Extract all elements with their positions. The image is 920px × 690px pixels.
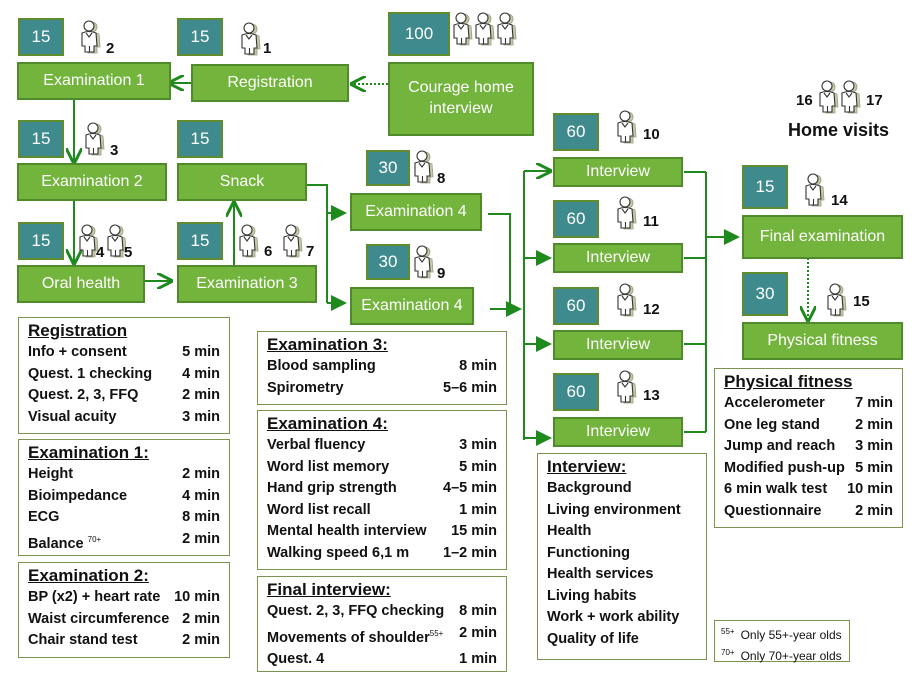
staff-number: 13: [643, 387, 660, 404]
panel-examination-1: [18, 439, 230, 556]
duration-value: 60: [566, 296, 586, 315]
duration-badge-registration: [177, 18, 223, 56]
step-label: Interview: [585, 422, 651, 440]
step-label: Examination 4: [361, 296, 463, 314]
duration-badge-interview1: [553, 113, 599, 151]
step-label: Examination 4: [365, 202, 467, 220]
panel-row: [267, 623, 497, 649]
step-label: Physical fitness: [767, 331, 878, 349]
duration-value: 15: [755, 177, 775, 196]
duration-badge-courage: [388, 12, 450, 56]
step-final-examination[interactable]: [742, 215, 903, 259]
panel-row: [28, 609, 220, 631]
duration-badge-interview2: [553, 200, 599, 238]
row-time: 7 min: [855, 395, 893, 411]
row-time: 5–6 min: [443, 379, 497, 396]
row-label: Jump and reach: [724, 438, 836, 454]
row-label: Quest. 1 checking: [28, 365, 153, 382]
staff-number: 1: [263, 40, 272, 57]
panel-registration: [18, 317, 230, 434]
panel-row: [28, 486, 220, 508]
row-time: 4 min: [182, 365, 220, 382]
panel-row: [267, 378, 497, 400]
panel-title: Examination 2:: [28, 566, 149, 585]
staff-person-icon: [474, 12, 496, 46]
row-label: Visual acuity: [28, 408, 117, 425]
age-note: 70+: [87, 534, 102, 544]
staff-person-icon: [616, 370, 638, 404]
staff-person-icon: [452, 12, 474, 46]
staff-person-icon: [616, 283, 638, 317]
step-examination-4a[interactable]: [350, 193, 482, 231]
step-label: Examination 1: [43, 71, 145, 89]
row-time: 1–2 min: [443, 544, 497, 561]
panel-item: Quality of life: [547, 630, 639, 647]
row-label: Mental health interview: [267, 523, 427, 539]
staff-person-icon: [826, 283, 848, 317]
staff-number: 2: [106, 40, 115, 57]
panel-row: [267, 457, 497, 479]
duration-value: 60: [566, 382, 586, 401]
home-visits-label: Home visits: [788, 120, 890, 140]
step-label: Oral health: [41, 274, 121, 292]
row-label: Spirometry: [267, 379, 344, 396]
legend-item: [721, 623, 843, 644]
panel-row: [28, 587, 220, 609]
row-label: Quest. 2, 3, FFQ: [28, 387, 139, 403]
staff-person-icon: [413, 150, 435, 184]
staff-person-icon: [84, 122, 106, 156]
panel-title: Physical fitness: [724, 372, 853, 391]
row-label: Movements of shoulder: [267, 629, 430, 646]
staff-person-icon: [616, 110, 638, 144]
row-label: Word list recall: [267, 501, 371, 518]
step-label: Registration: [227, 73, 313, 91]
step-label: Snack: [219, 172, 265, 190]
panel-row: [724, 458, 893, 480]
panel-title: Interview:: [547, 457, 627, 476]
duration-value: 30: [755, 284, 775, 303]
staff-person-icon: [840, 80, 862, 114]
row-label: Height: [28, 466, 74, 482]
staff-number: 9: [437, 265, 446, 282]
duration-badge-exam4a: [366, 150, 410, 186]
duration-badge-exam4b: [366, 244, 410, 280]
row-label: Verbal fluency: [267, 437, 366, 453]
duration-value: 15: [190, 231, 210, 250]
panel-row: [724, 436, 893, 458]
panel-item: Living habits: [547, 587, 637, 604]
panel-row: [724, 479, 893, 501]
row-time: 2 min: [855, 416, 893, 433]
row-time: 8 min: [459, 358, 497, 374]
staff-number: 8: [437, 170, 446, 187]
step-label: Courage home interview: [408, 79, 514, 117]
row-time: 3 min: [459, 437, 497, 453]
row-time: 3 min: [182, 408, 220, 425]
panel-row: [28, 464, 220, 486]
step-examination-4b[interactable]: [350, 287, 474, 325]
panel-title: Examination 3:: [267, 335, 388, 354]
staff-person-icon: [616, 196, 638, 230]
duration-value: 15: [31, 27, 51, 46]
staff-number: 4: [96, 244, 105, 261]
row-label: Questionnaire: [724, 502, 822, 519]
staff-number: 11: [643, 213, 659, 230]
panel-row: [28, 385, 220, 407]
panel-title: Examination 1:: [28, 443, 149, 462]
duration-badge-oral: [18, 222, 64, 260]
step-interview-2[interactable]: [553, 243, 683, 273]
panel-item: Background: [547, 480, 632, 496]
row-time: 5 min: [459, 458, 497, 475]
step-courage-home-interview[interactable]: [388, 62, 534, 136]
row-label: ECG: [28, 509, 60, 525]
row-label: Waist circumference: [28, 610, 170, 627]
step-label: Interview: [585, 335, 651, 353]
panel-row: [267, 478, 497, 500]
staff-number: 15: [853, 293, 870, 310]
panel-row: [724, 415, 893, 437]
duration-value: 15: [190, 129, 210, 148]
legend-sup: 70+: [721, 648, 735, 657]
row-time: 8 min: [459, 603, 497, 619]
panel-row: [267, 435, 497, 457]
panel-title: Registration: [28, 321, 128, 340]
legend-text: Only 55+-year olds: [740, 628, 842, 642]
staff-person-icon: [496, 12, 518, 46]
row-time: 2 min: [182, 632, 220, 648]
duration-value: 15: [31, 231, 51, 250]
panel-item: Health services: [547, 566, 654, 582]
row-label: Accelerometer: [724, 395, 825, 411]
legend-item: [721, 644, 843, 665]
row-time: 2 min: [182, 530, 220, 547]
row-label: Info + consent: [28, 344, 127, 360]
row-time: 3 min: [855, 438, 893, 454]
row-time: 1 min: [459, 650, 497, 667]
panel-final-interview: [257, 576, 507, 672]
panel-row: [267, 500, 497, 522]
legend-text: Only 70+-year olds: [740, 649, 842, 663]
duration-badge-physical: [742, 272, 788, 316]
staff-number: 17: [866, 92, 883, 109]
step-label: Final examination: [759, 227, 886, 245]
row-label: Walking speed 6,1 m: [267, 544, 410, 561]
step-physical-fitness[interactable]: [742, 322, 903, 360]
row-label: Modified push-up: [724, 459, 845, 476]
step-snack[interactable]: [177, 163, 307, 201]
duration-badge-exam3: [177, 222, 223, 260]
step-registration[interactable]: [191, 64, 349, 102]
duration-value: 30: [378, 158, 398, 177]
panel-item: Work + work ability: [547, 609, 680, 625]
duration-badge-interview4: [553, 373, 599, 411]
panel-examination-2: [18, 562, 230, 658]
row-label: Hand grip strength: [267, 480, 397, 496]
staff-person-icon: [413, 245, 435, 279]
staff-number: 14: [831, 192, 848, 209]
duration-value: 60: [566, 122, 586, 141]
panel-row: [267, 521, 497, 543]
panel-row: [267, 601, 497, 623]
row-time: 5 min: [855, 459, 893, 476]
step-interview-3[interactable]: [553, 330, 683, 360]
row-label: Blood sampling: [267, 358, 376, 374]
step-label: Interview: [585, 248, 651, 266]
panel-item: Health: [547, 523, 592, 539]
staff-number: 3: [110, 142, 119, 159]
row-time: 2 min: [182, 466, 220, 482]
row-label: Word list memory: [267, 458, 390, 475]
panel-row: [267, 356, 497, 378]
duration-value: 15: [190, 27, 210, 46]
row-time: 2 min: [182, 387, 220, 403]
duration-badge-exam2: [18, 120, 64, 158]
row-time: 4 min: [182, 487, 220, 504]
row-label: Chair stand test: [28, 632, 138, 648]
row-label: Quest. 2, 3, FFQ checking: [267, 603, 445, 619]
age-note: 55+: [429, 628, 444, 638]
panel-row: [28, 507, 220, 529]
row-time: 4–5 min: [443, 480, 497, 496]
row-label: Bioimpedance: [28, 487, 128, 504]
step-interview-1[interactable]: [553, 157, 683, 187]
duration-badge-final: [742, 165, 788, 209]
row-time: 10 min: [174, 589, 220, 605]
staff-person-icon: [818, 80, 840, 114]
row-label: BP (x2) + heart rate: [28, 589, 161, 605]
staff-person-icon: [240, 22, 262, 56]
panel-physical-fitness: [714, 368, 903, 528]
panel-row: [28, 364, 220, 386]
step-examination-2[interactable]: [17, 163, 167, 201]
panel-title: Final interview:: [267, 580, 391, 599]
age-legend: [714, 620, 850, 662]
panel-examination-4: [257, 410, 507, 570]
row-time: 15 min: [451, 523, 497, 539]
panel-row: [28, 630, 220, 652]
row-time: 2 min: [459, 624, 497, 641]
panel-row: [724, 501, 893, 523]
panel-row: [28, 407, 220, 429]
panel-row: [28, 342, 220, 364]
panel-title: Examination 4:: [267, 414, 388, 433]
row-time: 5 min: [182, 344, 220, 360]
panel-row: [267, 543, 497, 565]
panel-row: [724, 393, 893, 415]
row-label: 6 min walk test: [724, 481, 828, 497]
row-time: 2 min: [855, 502, 893, 519]
panel-interview: [537, 453, 707, 660]
panel-item: Functioning: [547, 544, 630, 561]
row-time: 8 min: [182, 509, 220, 525]
row-time: 2 min: [182, 610, 220, 627]
legend-sup: 55+: [721, 627, 735, 636]
staff-person-icon: [80, 20, 102, 54]
step-examination-1[interactable]: [17, 62, 171, 100]
panel-item: Living environment: [547, 501, 681, 518]
staff-number: 10: [643, 126, 660, 143]
panel-row: [267, 649, 497, 671]
step-interview-4[interactable]: [553, 417, 683, 447]
panel-examination-3: [257, 331, 507, 405]
step-label: Interview: [585, 162, 651, 180]
staff-person-icon: [282, 224, 304, 258]
duration-value: 15: [31, 129, 51, 148]
panel-row: [28, 529, 220, 555]
duration-badge-snack: [177, 120, 223, 158]
row-label: Balance: [28, 535, 84, 552]
step-examination-3[interactable]: [177, 265, 317, 303]
staff-number: 12: [643, 301, 660, 318]
step-oral-health[interactable]: [17, 265, 145, 303]
duration-value: 30: [378, 252, 398, 271]
staff-number: 6: [264, 243, 273, 260]
staff-person-icon: [804, 173, 826, 207]
staff-number: 16: [796, 92, 813, 109]
duration-value: 60: [566, 209, 586, 228]
step-label: Examination 3: [196, 274, 298, 292]
row-label: Quest. 4: [267, 650, 325, 667]
staff-number: 7: [306, 243, 315, 260]
row-label: One leg stand: [724, 416, 820, 433]
row-time: 1 min: [459, 501, 497, 518]
duration-value: 100: [404, 24, 434, 43]
duration-badge-exam1: [18, 18, 64, 56]
duration-badge-interview3: [553, 287, 599, 325]
row-time: 10 min: [847, 481, 893, 497]
staff-number: 5: [124, 244, 133, 261]
step-label: Examination 2: [41, 172, 143, 190]
staff-person-icon: [238, 224, 260, 258]
